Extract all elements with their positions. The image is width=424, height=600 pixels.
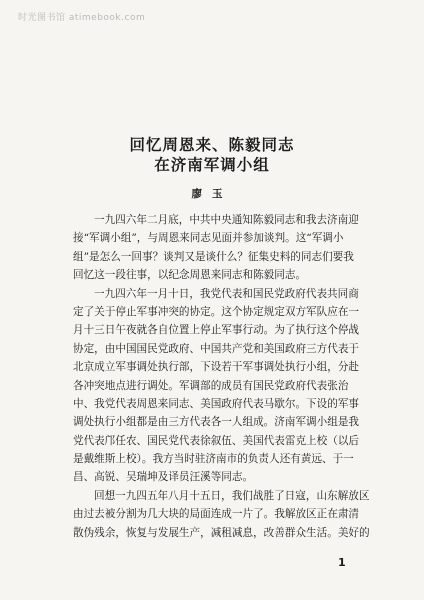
- watermark: 时光图书馆 atimebook.com: [18, 13, 146, 23]
- article-title-line-2: 在济南军调小组: [154, 155, 270, 174]
- article-title-line-1: 回忆周恩来、陈毅同志: [129, 135, 295, 154]
- paragraph-1-line: 回忆这一段往事，以纪念周恩来同志和陈毅同志。: [73, 269, 307, 282]
- paragraph-1-line: 组”是怎么一回事？谈判又是谈什么？征集史料的同志们要我: [73, 250, 354, 263]
- paragraph-2-line: 北京成立军事调处执行部，下设若干军事调处执行小组，分赴: [73, 361, 360, 374]
- paragraph-2-line: 党代表邝任农、国民党代表徐叙伍、美国代表雷克上校（以后: [73, 434, 360, 447]
- paragraph-2-line: 中、我党代表周恩来同志、美国政府代表马歇尔。下设的军事: [73, 397, 360, 410]
- paragraph-3-line: 由过去被分割为几大块的局面连成一片了。我解放区正在肃清: [73, 508, 360, 521]
- paragraph-2-line: 月十三日午夜就各自位置上停止军事行动。为了执行这个停战: [73, 324, 360, 337]
- paragraph-2-line: 各冲突地点进行调处。军调部的成员有国民党政府代表张治: [73, 379, 349, 392]
- paragraph-2-line: 是戴维斯上校）。我方当时驻济南市的负责人还有黄远、于一: [73, 453, 354, 466]
- paragraph-2-line: 昌、高锐、吴瑞坤及译员汪溪等同志。: [73, 471, 254, 484]
- paragraph-1-line: 接“军调小组”，与周恩来同志见面并参加谈判。这“军调小: [73, 232, 344, 245]
- paragraph-2-line: 协定，由中国国民党政府、中国共产党和美国政府三方代表于: [73, 342, 360, 355]
- page-number: 1: [338, 556, 346, 569]
- paragraph-1-line: 一九四六年二月底，中共中央通知陈毅同志和我去济南迎: [94, 214, 359, 226]
- paragraph-3-line: 散伪残余，恢复与发展生产，减租减息，改善群众生活。美好的: [73, 526, 370, 539]
- author-name: 廖玉: [191, 188, 233, 200]
- paragraph-2-line: 定了关于停止军事冲突的协定。这个协定规定双方军队应在一: [73, 305, 360, 318]
- article-body: [73, 211, 375, 542]
- paragraph-2-line: 调处执行小组都是由三方代表各一人组成。济南军调小组是我: [73, 416, 360, 429]
- paragraph-3-line: 回想一九四五年八月十五日，我们战胜了日寇，山东解放区: [94, 489, 370, 502]
- paragraph-2-line: 一九四六年一月十日，我党代表和国民党政府代表共同商: [94, 287, 359, 300]
